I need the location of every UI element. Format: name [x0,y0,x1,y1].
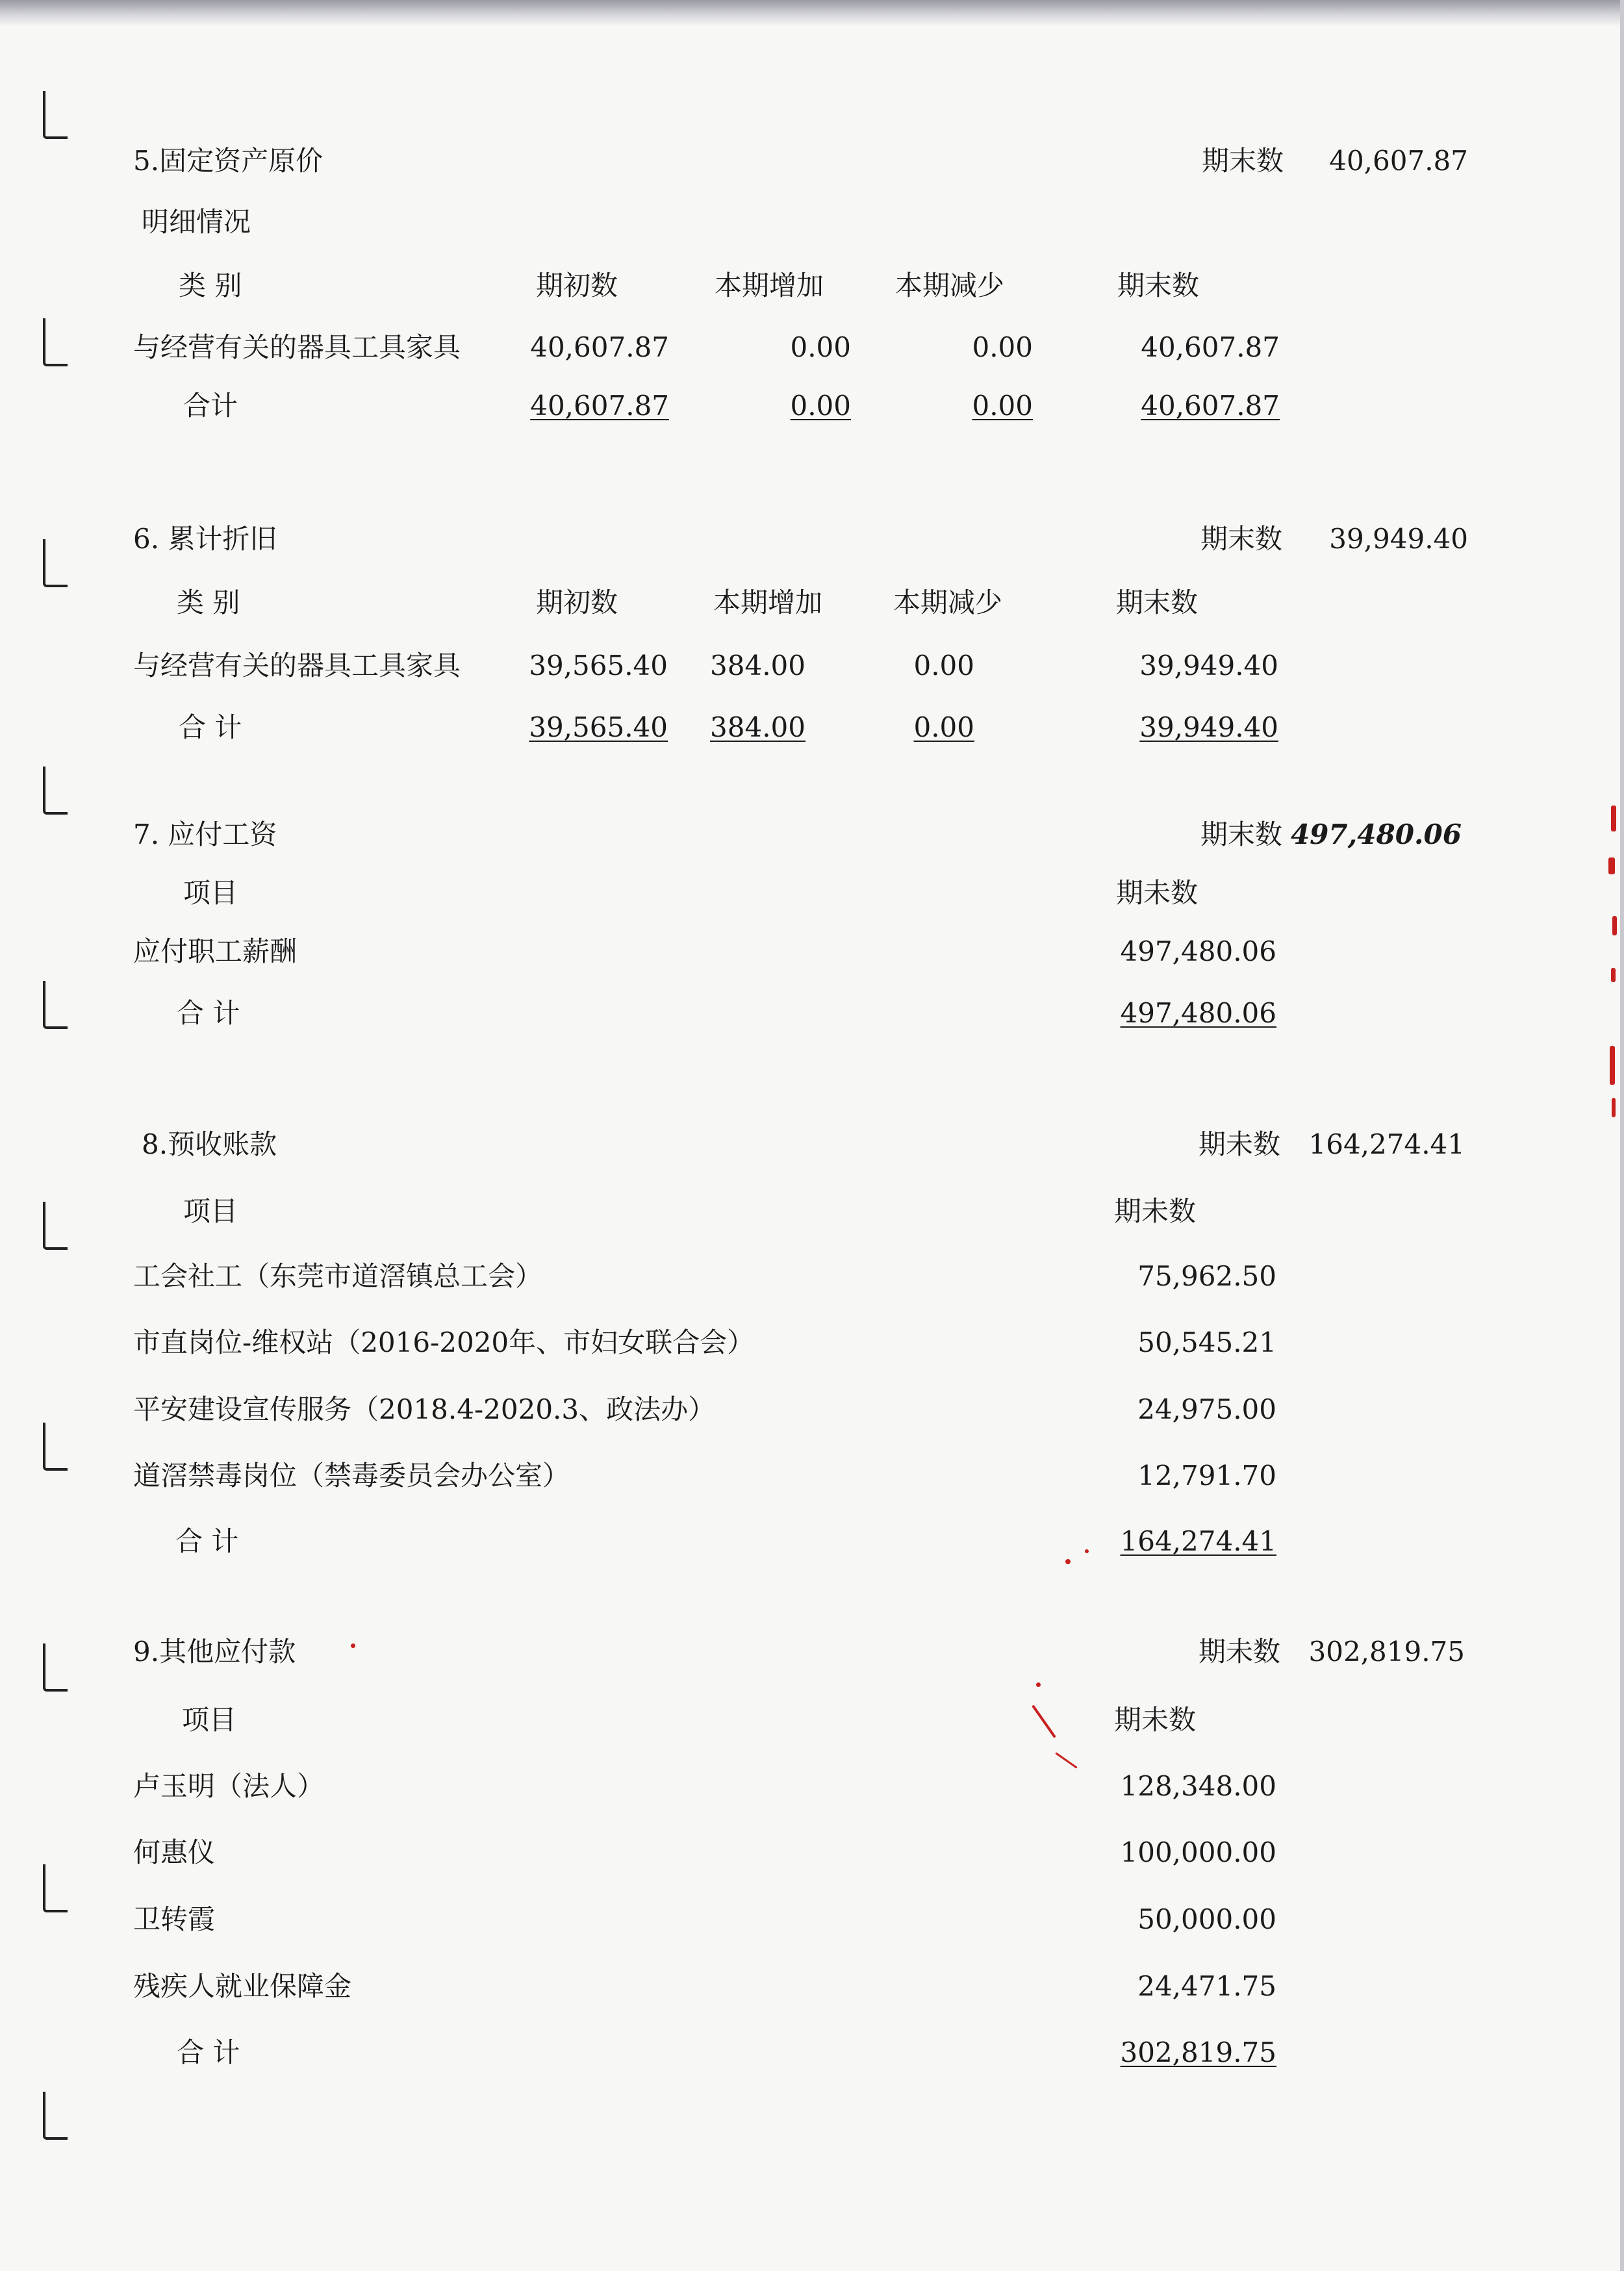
seal-fragment [1055,1752,1077,1768]
row-closing: 50,000.00 [1137,1903,1276,1935]
col-header-closing: 期末数 [1117,270,1200,301]
end-label: 期末数 [1200,523,1283,555]
row-label: 残疾人就业保障金 [133,1970,352,2002]
col-header-increase: 本期增加 [715,270,824,301]
row-label: 平安建设宣传服务（2018.4-2020.3、政法办） [133,1393,716,1425]
col-header-item: 项目 [183,877,238,909]
binding-mark [43,91,68,139]
col-header-decrease: 本期减少 [895,270,1005,301]
table-row [0,646,1624,685]
table-row [0,1833,1624,1872]
section-6-header-row [0,583,1624,622]
seal-dot [1036,1682,1041,1687]
table-row [0,1390,1624,1429]
total-label: 合计 [183,390,238,422]
section-8-heading [0,1125,1624,1164]
seal-fragment [1610,1046,1615,1085]
total-row [0,708,1624,747]
col-header-item: 项目 [183,1195,238,1227]
col-header-closing: 期未数 [1116,877,1199,909]
section-title: 6. 累计折旧 [133,523,277,555]
section-7-heading [0,815,1624,854]
total-label: 合 计 [179,711,242,743]
row-label: 工会社工（东莞市道滘镇总工会） [133,1260,543,1292]
total-opening: 39,565.40 [529,711,668,743]
row-closing: 50,545.21 [1137,1326,1276,1358]
row-closing: 24,471.75 [1137,1970,1276,2002]
row-label: 应付职工薪酬 [133,935,298,967]
section-9-header-row [0,1701,1624,1740]
row-opening: 40,607.87 [530,331,669,363]
total-label: 合 计 [177,997,240,1029]
end-value: 164,274.41 [1308,1128,1465,1160]
row-closing: 12,791.70 [1137,1460,1276,1491]
section-8-header-row [0,1192,1624,1231]
col-header-opening: 期初数 [536,270,618,301]
row-label: 与经营有关的器具工具家具 [133,331,461,363]
total-closing: 302,819.75 [1120,2036,1276,2068]
col-header-decrease: 本期减少 [893,587,1003,618]
total-decrease: 0.00 [972,390,1033,422]
end-label: 期末数 [1202,145,1284,177]
total-increase: 0.00 [790,390,851,422]
end-label: 期末数 [1200,818,1283,850]
row-label: 何惠仪 [133,1836,216,1868]
row-closing: 75,962.50 [1137,1260,1276,1292]
total-closing: 164,274.41 [1120,1525,1276,1557]
section-title: 7. 应付工资 [133,818,277,850]
total-decrease: 0.00 [913,711,974,743]
row-label: 道滘禁毒岗位（禁毒委员会办公室） [133,1460,570,1491]
row-closing: 497,480.06 [1120,935,1276,967]
section-5-heading [0,142,1624,181]
end-value: 40,607.87 [1329,145,1468,177]
section-title: 9.其他应付款 [133,1636,296,1668]
row-label: 与经营有关的器具工具家具 [133,650,461,681]
row-closing: 40,607.87 [1141,331,1280,363]
table-row [0,328,1624,367]
section-9-heading [0,1632,1624,1671]
section-title: 5.固定资产原价 [133,145,324,177]
row-closing: 24,975.00 [1137,1393,1276,1425]
table-row [0,1257,1624,1296]
total-closing: 497,480.06 [1120,997,1276,1029]
row-increase: 0.00 [790,331,851,363]
col-header-closing: 期未数 [1114,1195,1197,1227]
row-decrease: 0.00 [913,650,974,681]
col-header-category: 类 别 [179,270,242,301]
total-label: 合 计 [175,1525,239,1557]
section-5-subtitle [0,203,1624,242]
end-value: 39,949.40 [1329,523,1468,555]
col-header-item: 项目 [182,1704,237,1736]
total-label: 合 计 [177,2036,240,2068]
table-row [0,1967,1624,2006]
row-increase: 384.00 [710,650,806,681]
binding-mark [43,767,68,815]
table-row [0,1767,1624,1806]
total-closing: 40,607.87 [1141,390,1280,422]
row-label: 卫转霞 [133,1903,216,1935]
section-title: 8.预收账款 [142,1128,277,1160]
row-closing: 128,348.00 [1120,1770,1276,1802]
row-label: 市直岗位-维权站（2016-2020年、市妇女联合会） [133,1326,755,1358]
table-row [0,1900,1624,1939]
seal-fragment [1608,857,1615,874]
section-6-heading [0,520,1624,559]
section-7-header-row [0,874,1624,913]
row-closing: 100,000.00 [1120,1836,1276,1868]
table-row [0,932,1624,971]
end-label: 期未数 [1199,1128,1281,1160]
col-header-category: 类 别 [177,587,240,618]
table-row [0,1456,1624,1495]
end-label: 期未数 [1199,1636,1281,1668]
row-decrease: 0.00 [972,331,1033,363]
col-header-closing: 期未数 [1114,1704,1197,1736]
section-5-header-row [0,266,1624,305]
total-row [0,1522,1624,1561]
col-header-opening: 期初数 [536,587,618,618]
row-label: 卢玉明（法人） [133,1770,325,1802]
section-subtitle: 明细情况 [142,206,251,238]
row-opening: 39,565.40 [529,650,668,681]
col-header-increase: 本期增加 [713,587,823,618]
seal-fragment [1612,1098,1616,1117]
total-closing: 39,949.40 [1139,711,1278,743]
col-header-closing: 期末数 [1116,587,1199,618]
total-row [0,994,1624,1033]
total-increase: 384.00 [710,711,806,743]
total-row [0,2033,1624,2072]
end-value: 302,819.75 [1308,1636,1465,1668]
total-opening: 40,607.87 [530,390,669,422]
scan-shadow [0,0,1624,26]
table-row [0,1323,1624,1362]
binding-mark [43,2092,68,2140]
end-value: 497,480.06 [1290,818,1462,850]
row-closing: 39,949.40 [1139,650,1278,681]
total-row [0,387,1624,425]
